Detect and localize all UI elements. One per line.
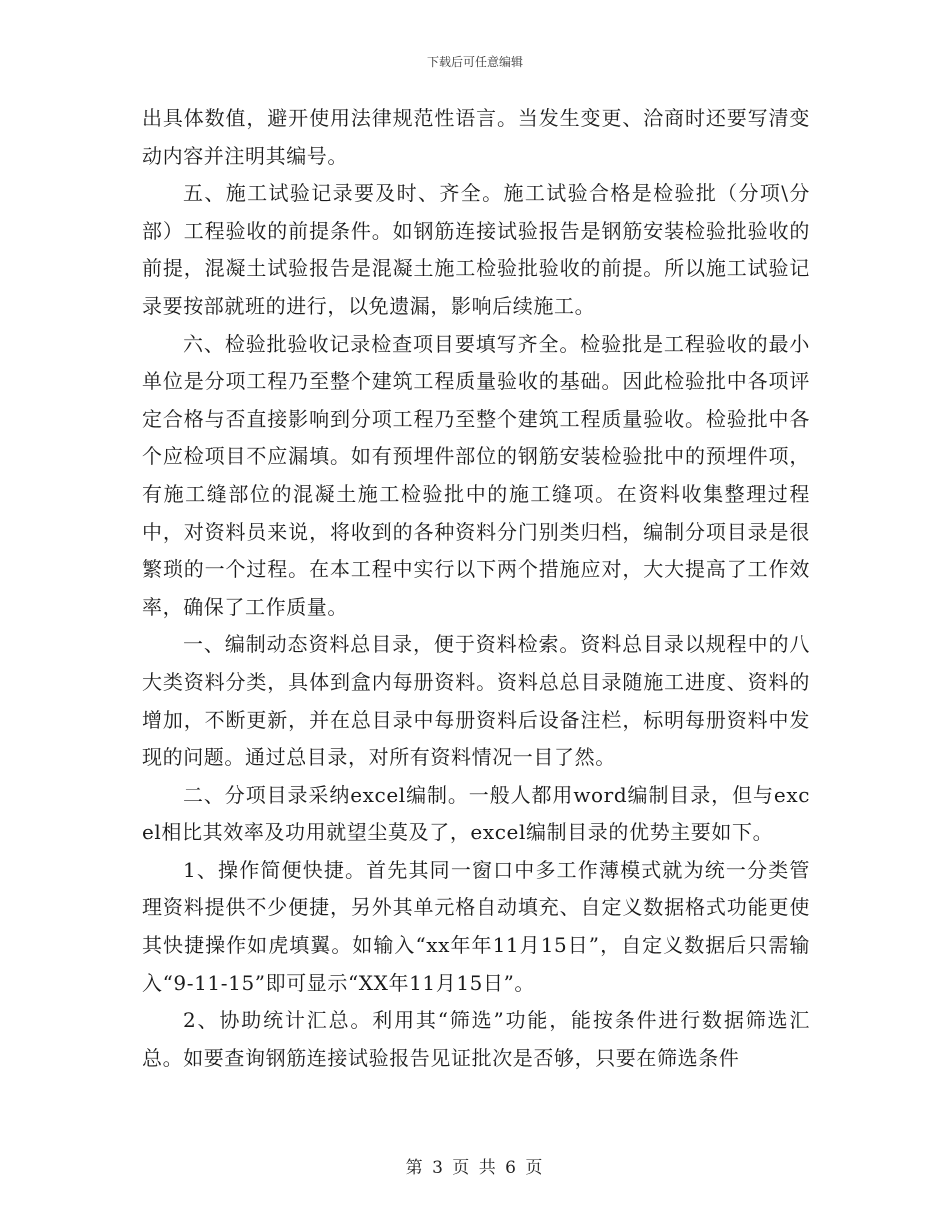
paragraph-3: 六、检验批验收记录检查项目要填写齐全。检验批是工程验收的最小单位是分项工程乃至整个建筑工程质量验收的基础。因此检验批中各项评定合格与否直接影响到分项工程乃至整个建筑工程质量验收。检验批中各个应检项目不应漏填。如有预埋件部位的钢筋安装检验批中的预埋件项，有施工缝部位的混凝土施工检验批中的施工缝项。在资料收集整理过程中，对资料员来说，将收到的各种资料分门别类归档，编制分项目录是很繁琐的一个过程。在本工程中实行以下两个措施应对，大大提高了工作效率，确保了工作质量。 [142,331,810,619]
paragraph-2: 五、施工试验记录要及时、齐全。施工试验合格是检验批（分项\分部）工程验收的前提条件。如钢筋连接试验报告是钢筋安装检验批验收的前提，混凝土试验报告是混凝土施工检验批验收的前提。所以施工试验记录要按部就班的进行，以免遗漏，影响后续施工。 [142,181,810,318]
paragraph-5: 二、分项目录采纳excel编制。一般人都用word编制目录，但与excel相比其效率及功用就望尘莫及了，excel编制目录的优势主要如下。 [142,782,810,845]
paragraph-6: 1、操作简便快捷。首先其同一窗口中多工作薄模式就为统一分类管理资料提供不少便捷，另外其单元格自动填充、自定义数据格式功能更使其快捷操作如虎填翼。如输入“xx年年11月15日”，自定义数据后只需输入“9-11-15”即可显示“XX年11月15日”。 [142,857,810,995]
page-footer: 第 3 页 共 6 页 [405,1158,545,1178]
document-body [142,100,810,1077]
paragraph-4: 一、编制动态资料总目录，便于资料检索。资料总目录以规程中的八大类资料分类，具体到盒内每册资料。资料总总目录随施工进度、资料的增加，不断更新，并在总目录中每册资料后设备注栏，标明每册资料中发现的问题。通过总目录，对所有资料情况一目了然。 [142,632,810,770]
page-header: 下载后可任意编辑 [426,55,523,69]
paragraph-1: 出具体数值，避开使用法律规范性语言。当发生变更、洽商时还要写清变动内容并注明其编号。 [142,106,810,168]
paragraph-7: 2、协助统计汇总。利用其“筛选”功能，能按条件进行数据筛选汇总。如要查询钢筋连接试验报告见证批次是否够，只要在筛选条件 [142,1008,810,1070]
